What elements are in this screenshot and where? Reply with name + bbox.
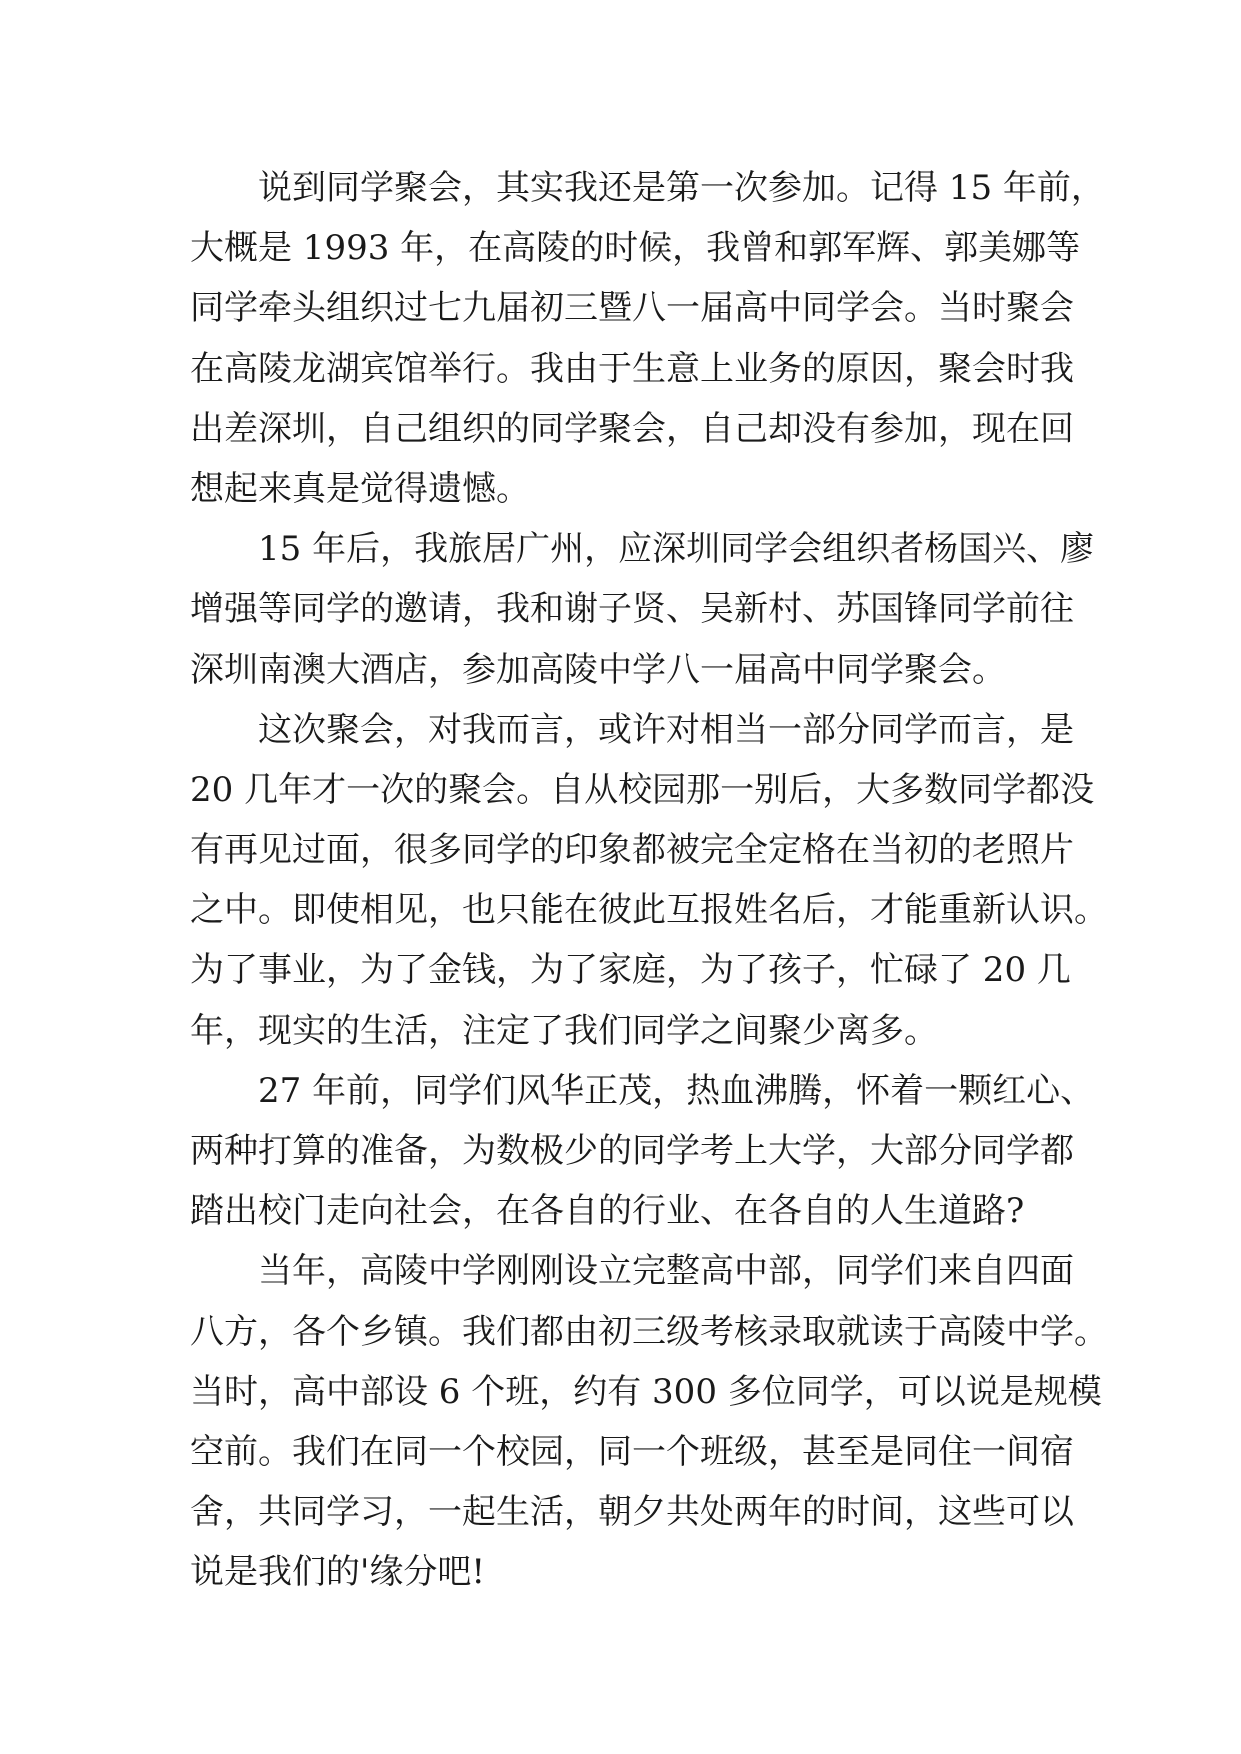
text-line: 八方，各个乡镇。我们都由初三级考核录取就读于高陵中学。 <box>190 1311 1108 1352</box>
text-line: 两种打算的准备，为数极少的同学考上大学，大部分同学都 <box>190 1131 1074 1171</box>
text-line: 空前。我们在同一个校园，同一个班级，甚至是同住一间宿 <box>190 1431 1074 1472</box>
text-line: 踏出校门走向社会，在各自的行业、在各自的人生道路? <box>190 1191 1025 1232</box>
paragraph-1 <box>190 158 1105 519</box>
text-line: 深圳南澳大酒店，参加高陵中学八一届高中同学聚会。 <box>190 649 1006 690</box>
paragraph-2 <box>190 519 1095 700</box>
text-line: 为了事业，为了金钱，为了家庭，为了孩子，忙碌了 20 几 <box>190 950 1071 991</box>
text-line: 在高陵龙湖宾馆举行。我由于生意上业务的原因，聚会时我 <box>190 348 1074 389</box>
paragraph-4 <box>190 1061 1095 1242</box>
text-line: 同学牵头组织过七九届初三暨八一届高中同学会。当时聚会 <box>190 288 1074 329</box>
document-body <box>190 158 1108 1603</box>
text-line: 年，现实的生活，注定了我们同学之间聚少离多。 <box>190 1010 938 1051</box>
text-line: 20 几年才一次的聚会。自从校园那一别后，大多数同学都没 <box>190 769 1095 810</box>
text-line: 增强等同学的邀请，我和谢子贤、吴新村、苏国锋同学前往 <box>190 589 1074 630</box>
text-line: 当年，高陵中学刚刚设立完整高中部，同学们来自四面 <box>258 1251 1074 1292</box>
text-line: 15 年后，我旅居广州，应深圳同学会组织者杨国兴、廖 <box>258 529 1095 570</box>
text-line: 说到同学聚会，其实我还是第一次参加。记得 15 年前， <box>258 168 1105 208</box>
text-line: 之中。即使相见，也只能在彼此互报姓名后，才能重新认识。 <box>190 890 1108 931</box>
text-line: 当时，高中部设 6 个班，约有 300 多位同学，可以说是规模 <box>190 1371 1102 1412</box>
text-line: 说是我们的'缘分吧! <box>190 1552 486 1593</box>
text-line: 这次聚会，对我而言，或许对相当一部分同学而言，是 <box>258 709 1074 750</box>
text-line: 舍，共同学习，一起生活，朝夕共处两年的时间，这些可以 <box>190 1492 1074 1533</box>
paragraph-5 <box>190 1241 1108 1602</box>
text-line: 想起来真是觉得遗憾。 <box>190 468 530 509</box>
text-line: 27 年前，同学们风华正茂，热血沸腾，怀着一颗红心、 <box>258 1070 1095 1111</box>
text-line: 出差深圳，自己组织的同学聚会，自己却没有参加，现在回 <box>190 408 1074 449</box>
text-line: 有再见过面，很多同学的印象都被完全定格在当初的老照片 <box>190 830 1074 871</box>
paragraph-3 <box>190 700 1108 1061</box>
text-line: 大概是 1993 年，在高陵的时候，我曾和郭军辉、郭美娜等 <box>190 228 1081 269</box>
